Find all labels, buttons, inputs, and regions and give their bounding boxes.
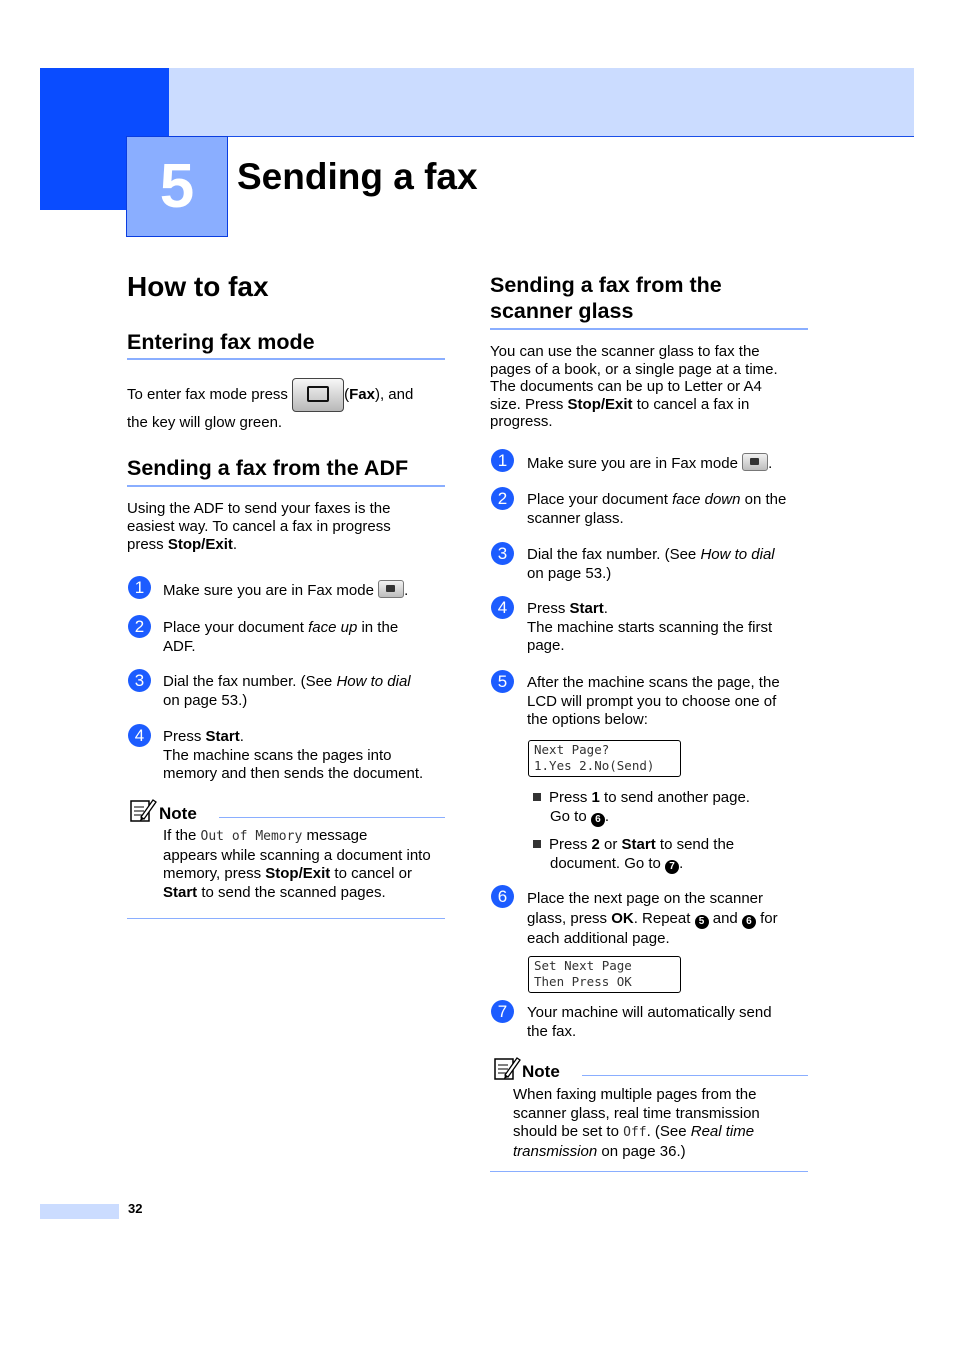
step-number: 2 [128, 615, 151, 638]
lcd-display-set-next-page [528, 956, 681, 993]
scanner-step-3 [527, 546, 775, 583]
text-line: pages of a book, or a single page at a time. [490, 360, 778, 378]
text-line [163, 865, 448, 884]
scanner-step-7 [527, 1004, 772, 1041]
text-line [527, 600, 772, 619]
setting-value: Off [623, 1125, 647, 1140]
heading-line: scanner glass [490, 299, 634, 323]
text-line [527, 909, 778, 929]
step-number: 7 [491, 1000, 514, 1023]
footer-bar [40, 1204, 119, 1219]
heading-sending-from-scanner-glass [490, 272, 722, 324]
entering-fax-line1 [127, 378, 457, 414]
text: . [679, 854, 684, 872]
lcd-line: Next Page? [534, 742, 610, 757]
lcd-line: Set Next Page [534, 958, 632, 973]
section-title-how-to-fax: How to fax [127, 271, 269, 302]
text-line: The documents can be up to Letter or A4 [490, 378, 762, 396]
text-line: on page 53.) [163, 691, 248, 709]
note-title: Note [522, 1062, 560, 1081]
text: . [604, 807, 610, 825]
step-number: 3 [491, 542, 514, 565]
text-line: scanner glass, real time transmission [513, 1104, 760, 1122]
text-line: easiest way. To cancel a fax in progress [127, 518, 391, 535]
note-title: Note [159, 804, 197, 823]
text-line [533, 836, 734, 855]
step-number: 4 [128, 724, 151, 747]
step-number: 5 [491, 670, 514, 693]
heading-entering-fax-mode: Entering fax mode [127, 330, 315, 354]
text-line [533, 855, 734, 874]
heading-line: Sending a fax from the [490, 273, 722, 297]
step-ref-dot: 6 [591, 813, 605, 827]
bullet-square [533, 793, 541, 801]
fax-mode-icon [378, 580, 404, 598]
text-line [527, 491, 786, 510]
text: Press [549, 836, 592, 853]
text: Place your document [527, 491, 673, 508]
text-line [533, 789, 750, 808]
text: should be set to [513, 1123, 624, 1140]
option-bullet-1 [533, 789, 750, 827]
text-line: LCD will prompt you to choose one of [527, 692, 777, 710]
text: . [603, 600, 608, 617]
text: Dial the fax number. (See [527, 546, 701, 563]
text: Press [163, 728, 206, 745]
text-line: the options below: [527, 711, 648, 728]
page-number: 32 [128, 1201, 143, 1216]
chapter-number: 5 [159, 152, 195, 221]
text: size. Press [490, 395, 568, 413]
start-label: Start [569, 600, 604, 617]
text: press [127, 536, 168, 553]
option-bullet-2 [533, 836, 734, 874]
adf-intro [127, 500, 447, 554]
link-real-time-transmission[interactable]: Real time [690, 1123, 755, 1140]
text-line [490, 396, 820, 414]
fax-key-icon [292, 378, 344, 412]
text: Press [549, 789, 592, 806]
scanner-step-4 [527, 600, 772, 656]
text-line: You can use the scanner glass to fax the [490, 343, 760, 360]
start-label: Start [621, 836, 656, 853]
text: document. Go to [550, 854, 666, 872]
text-line [513, 1123, 808, 1143]
text-line: memory and then sends the document. [163, 765, 424, 782]
text-line: Using the ADF to send your faxes is the [127, 500, 391, 517]
text: . [768, 455, 773, 472]
lcd-line: 1.Yes 2.No(Send) [534, 758, 655, 773]
text-line: page. [527, 637, 565, 654]
text: ( [344, 386, 350, 403]
text-line: each additional page. [527, 930, 670, 947]
step-number: 3 [128, 669, 151, 692]
link-how-to-dial[interactable]: How to dial [336, 673, 411, 690]
scanner-intro [490, 343, 820, 431]
text: If the [163, 827, 197, 844]
key-label: 2 [591, 836, 600, 853]
text-line: The machine starts scanning the first [527, 618, 773, 636]
note-rule [582, 1075, 808, 1076]
text: . [404, 582, 409, 599]
lcd-display-next-page [528, 740, 681, 777]
lcd-line: Then Press OK [534, 974, 632, 989]
text: to send the scanned pages. [197, 883, 386, 901]
heading-rule [127, 358, 445, 360]
text: and [708, 910, 742, 927]
text: or [599, 836, 622, 853]
text-line [527, 546, 775, 565]
step-ref-dot: 7 [665, 860, 679, 874]
step-number: 1 [491, 449, 514, 472]
note-pencil-icon [493, 1055, 521, 1081]
text-line: on page 53.) [527, 564, 612, 582]
text: message [306, 827, 368, 844]
text-line [163, 827, 448, 847]
text: on page 36.) [597, 1142, 686, 1160]
header-band [169, 68, 914, 137]
adf-step-2 [163, 619, 398, 656]
heading-rule [127, 485, 445, 487]
entering-fax-line2: the key will glow green. [127, 414, 283, 431]
text: Place your document [163, 619, 309, 636]
text: ), and [374, 386, 414, 403]
text-line: appears while scanning a document into [163, 846, 431, 864]
text-line [163, 619, 398, 638]
text: for [755, 910, 778, 927]
scanner-step-1 [527, 453, 772, 474]
emphasis: face down [672, 491, 741, 508]
text-line [163, 673, 411, 692]
ok-label: OK [611, 910, 634, 927]
text: in the [357, 619, 399, 636]
stop-exit-label: Stop/Exit [567, 395, 633, 413]
step-number: 4 [491, 596, 514, 619]
left-note-body [163, 827, 448, 902]
stop-exit-label: Stop/Exit [167, 536, 233, 553]
step-number: 1 [128, 576, 151, 599]
text: Press [527, 600, 570, 617]
text-line: After the machine scans the page, the [527, 674, 780, 691]
text-line [513, 1143, 808, 1162]
note-end-rule [127, 918, 445, 919]
text: . Repeat [633, 910, 695, 927]
chapter-title: Sending a fax [237, 156, 478, 197]
heading-rule [490, 328, 808, 330]
text: Dial the fax number. (See [163, 673, 337, 690]
note-rule [219, 817, 445, 818]
text-line: When faxing multiple pages from the [513, 1086, 757, 1103]
bullet-square [533, 840, 541, 848]
heading-sending-from-adf: Sending a fax from the ADF [127, 456, 409, 480]
link-how-to-dial[interactable]: How to dial [700, 546, 775, 563]
text-line: Place the next page on the scanner [527, 890, 764, 907]
fax-mode-icon [742, 453, 768, 471]
adf-step-1 [163, 580, 408, 601]
text-line: the fax. [527, 1022, 577, 1040]
text: on the [740, 491, 787, 508]
scanner-step-2 [527, 491, 786, 528]
text-line: scanner glass. [527, 509, 624, 527]
text: . (See [646, 1123, 691, 1140]
stop-exit-label: Stop/Exit [265, 865, 331, 882]
text: Go to [550, 807, 591, 825]
step-number: 6 [491, 885, 514, 908]
text-line: Your machine will automatically send [527, 1004, 772, 1021]
text: to send the [655, 836, 735, 853]
text: Make sure you are in Fax mode [527, 455, 738, 472]
note-pencil-icon [129, 797, 157, 823]
step-ref-dot: 5 [695, 915, 709, 929]
text-line [127, 536, 447, 554]
start-label: Start [163, 883, 198, 901]
text-line: ADF. [163, 637, 196, 655]
start-label: Start [205, 728, 240, 745]
link-real-time-transmission[interactable]: transmission [513, 1142, 598, 1160]
step-number: 2 [491, 487, 514, 510]
text-line: progress. [490, 413, 553, 431]
text: to send another page. [599, 789, 750, 806]
text-line [163, 884, 448, 903]
lcd-message: Out of Memory [200, 829, 303, 844]
text: to cancel or [330, 865, 412, 882]
adf-step-3 [163, 673, 411, 710]
text-line [163, 728, 423, 747]
text-line [533, 808, 750, 827]
right-note-body [513, 1086, 808, 1161]
text-line: The machine scans the pages into [163, 746, 392, 764]
fax-key-label: Fax [349, 386, 375, 403]
text: . [232, 536, 238, 553]
text: Make sure you are in Fax mode [163, 582, 374, 599]
note-end-rule [490, 1171, 808, 1172]
scanner-step-5 [527, 674, 780, 730]
text: . [239, 728, 244, 745]
text: memory, press [163, 865, 266, 882]
text: glass, press [527, 910, 612, 927]
scanner-step-6 [527, 889, 778, 949]
key-label: 1 [591, 789, 600, 806]
emphasis: face up [308, 619, 358, 636]
text: to cancel a fax in [632, 395, 750, 413]
step-ref-dot: 6 [742, 915, 756, 929]
text: To enter fax mode press [127, 386, 288, 403]
adf-step-4 [163, 728, 423, 784]
